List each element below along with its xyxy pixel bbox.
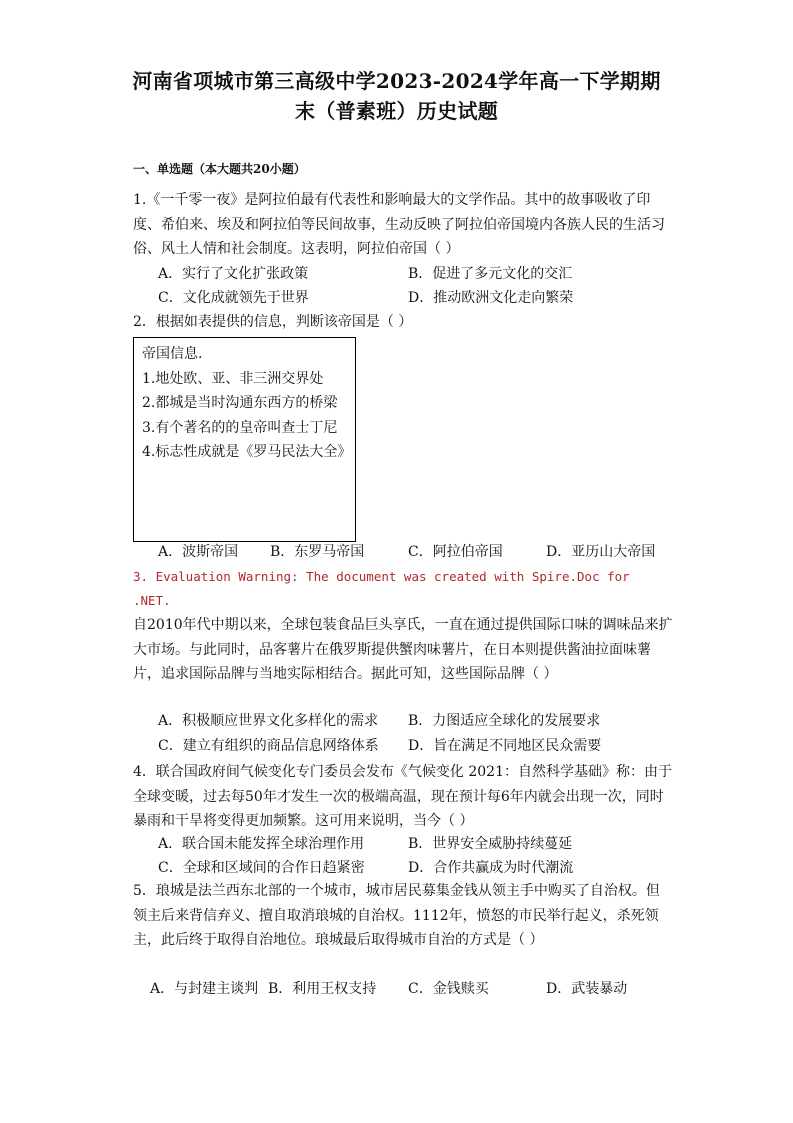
question-1-stem: 1.《一千零一夜》是阿拉伯最有代表性和影响最大的文学作品。其中的故事吸收了印度、希伯来、埃及和阿拉伯等民间故事，生动反映了阿拉伯帝国境内各族人民的生活习俗、风土人情和社会制度。这表明，阿拉伯帝国（ ） [133, 192, 665, 257]
question-3-option-b: B．力图适应全球化的发展要求 [408, 713, 601, 729]
question-3-option-c: C．建立有组织的商品信息网络体系 [158, 738, 379, 754]
question-5-option-b: B．利用王权支持 [268, 981, 377, 997]
info-row: 2.都城是当时沟通东西方的桥梁 [142, 395, 338, 411]
question-4-option-a: A．联合国未能发挥全球治理作用 [158, 836, 365, 852]
evaluation-warning: 3. Evaluation Warning: The document was created with Spire.Doc for .NET. [133, 569, 630, 608]
question-2-option-a: A．波斯帝国 [158, 544, 239, 560]
question-1-option-b: B．促进了多元文化的交汇 [408, 266, 573, 282]
info-row: 4.标志性成就是《罗马民法大全》 [142, 444, 352, 460]
question-1-option-d: D．推动欧洲文化走向繁荣 [408, 290, 574, 306]
question-4-stem: 4．联合国政府间气候变化专门委员会发布《气候变化 2021：自然科学基础》称：由于全球变暖，过去每50年才发生一次的极端高温，现在预计每6年内就会出现一次，同时暴雨和干旱将变得更加频繁。这可用来说明，当今（ ） [133, 764, 672, 829]
question-2-stem: 2．根据如表提供的信息，判断该帝国是（ ） [133, 314, 413, 330]
section-heading: 一、单选题（本大题共20小题） [133, 162, 306, 176]
empire-info-table [133, 337, 356, 542]
title-line-2: 末（普素班）历史试题 [295, 99, 498, 123]
question-2-option-b: B．东罗马帝国 [270, 544, 365, 560]
question-1-option-c: C．文化成就领先于世界 [158, 290, 309, 306]
document-title [60, 66, 733, 126]
question-4-option-c: C．全球和区域间的合作日趋紧密 [158, 860, 365, 876]
question-5-option-c: C．金钱赎买 [408, 981, 489, 997]
info-row: 帝国信息. [142, 346, 203, 362]
question-5-option-a: A．与封建主谈判 [150, 981, 259, 997]
info-row: 1.地处欧、亚、非三洲交界处 [142, 370, 324, 387]
title-line-1: 河南省项城市第三高级中学2023-2024学年高一下学期期 [132, 69, 661, 93]
question-5-stem: 5．琅城是法兰西东北部的一个城市，城市居民募集金钱从领主手中购买了自治权。但领主后来背信弃义、擅自取消琅城的自治权。1112年，愤怒的市民举行起义，杀死领主，此后终于取得自治地位。琅城最后取得城市自治的方式是（ ） [133, 883, 660, 948]
question-1-option-a: A．实行了文化扩张政策 [158, 266, 309, 282]
info-row: 3.有个著名的的皇帝叫查士丁尼 [142, 419, 338, 436]
question-3-stem: 自2010年代中期以来，全球包装食品巨头享氏，一直在通过提供国际口味的调味品来扩大市场。与此同时，品客薯片在俄罗斯提供蟹肉味薯片，在日本则提供酱油拉面味薯片，追求国际品牌与当地实际相结合。据此可知，这些国际品牌（ ） [133, 617, 673, 682]
question-2-option-d: D．亚历山大帝国 [546, 544, 656, 560]
question-2-option-c: C．阿拉伯帝国 [408, 544, 503, 560]
question-4-option-b: B．世界安全威胁持续蔓延 [408, 836, 573, 852]
question-5-option-d: D．武装暴动 [546, 981, 628, 997]
question-4-option-d: D．合作共赢成为时代潮流 [408, 860, 574, 876]
question-3-option-d: D．旨在满足不同地区民众需要 [408, 738, 602, 754]
question-3-option-a: A．积极顺应世界文化多样化的需求 [158, 713, 379, 729]
